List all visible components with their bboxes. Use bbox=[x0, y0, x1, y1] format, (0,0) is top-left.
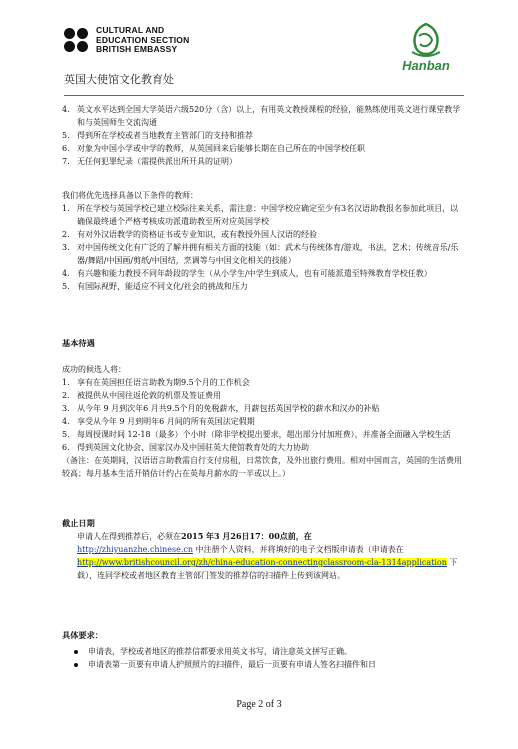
list-item: 2. 有对外汉语教学的资格证书或专业知识，或有教授外国人汉语的经验 bbox=[62, 230, 317, 239]
benefits-note: （备注：在英期间，汉语语言助教需自行支付房租，日常饮食，及外出旅行费用。相对中国而言，英国的生活费用较高；每月基本生活开销估计约占在英每月薪水的一半或以上。） bbox=[62, 456, 462, 478]
list-item: 2. 被提供从中国往返伦敦的机票及签证费用 bbox=[62, 391, 221, 400]
list-item: 3. 对中国传统文化有广泛的了解并拥有相关方面的技能（如：武术与传统体育/游戏，书法，艺术；传统音乐/乐器/舞蹈/中国画/剪纸/中国结，烹调等与中国文化相关的技能） bbox=[62, 243, 459, 265]
registration-link[interactable]: http://zhiyuanzhe.chinese.cn bbox=[77, 545, 194, 554]
british-council-logo bbox=[64, 26, 224, 68]
hanban-wordmark: Hanban bbox=[402, 58, 450, 73]
eligibility-list bbox=[62, 103, 464, 168]
deadline-paragraph: 申请人在得到推荐后，必须在2015 年3 月26日17：00点前，在 http://zhiyuanzhe.chinese.cn 中注册个人资料，并将填好的电子文档版申请表（申请表在 http://www.britishcouncil.org/zh/china-education-connectingclassroom-cla-1314application 下载），连同学校或者地区教育主管部门签发的推荐信的扫描件上传到该网站。 bbox=[77, 531, 458, 580]
list-item: 申请表，学校或者地区的推荐信都要求用英文书写，请注意英文拼写正确。 bbox=[62, 645, 464, 658]
list-item: 1. 所在学校与英国学校已建立校际往来关系，需注意：中国学校应确定至少有3名汉语助教报名参加此项目，以确保最终通个严格考核成功派遣助教至所对应英国学校 bbox=[62, 204, 459, 226]
bullet-icon bbox=[74, 663, 78, 667]
deadline-section bbox=[62, 517, 464, 582]
list-item: 5. 每周授课时间 12-18（最多）个小时（除非学校提出要求，超出部分付加班费），并准备全面融入学校生活 bbox=[62, 430, 451, 439]
preference-intro: 我们将优先选择具备以下条件的教师： bbox=[62, 191, 198, 200]
section-heading: 具体要求： bbox=[62, 630, 103, 640]
header-divider bbox=[64, 95, 464, 96]
benefits-section bbox=[62, 337, 464, 480]
list-item: 6. 得到英国文化协会、国家汉办及中国驻英大使馆教育处的大力协助 bbox=[62, 443, 309, 452]
list-item: 3. 从今年 9 月到次年6 月共9.5个月的免税薪水，月薪包括英国学校的薪水和汉办的补贴 bbox=[62, 404, 380, 413]
list-item: 4. 英文水平达到全国大学英语六级520分（含）以上，有用英文教授课程的经验，能熟练使用英文进行课堂教学和与英国师生交流沟通 bbox=[62, 105, 461, 127]
list-item: 6. 对象为中国小学或中学的教师，从英国回来后能够长期在自己所在的中国学校任职 bbox=[62, 144, 365, 153]
requirements-section bbox=[62, 629, 464, 671]
preference-section bbox=[62, 189, 464, 293]
page-number: Page 2 of 3 bbox=[236, 699, 282, 710]
four-dots-icon bbox=[64, 28, 90, 54]
list-item: 4. 享受从今年 9 月到明年6 月间的所有英国法定假期 bbox=[62, 417, 255, 426]
list-item: 7. 无任何犯罪纪录（需提供派出所开具的证明） bbox=[62, 157, 237, 166]
hanban-logo bbox=[386, 22, 466, 74]
deadline-date: 2015 年3 月26日17：00点前，在 bbox=[181, 531, 312, 541]
list-item: 1. 享有在英国担任语言助教为期9.5个月的工作机会 bbox=[62, 378, 250, 387]
hanban-emblem-icon bbox=[386, 22, 466, 60]
application-form-link[interactable]: http://www.britishcouncil.org/zh/china-education-connectingclassroom-cla-1314application bbox=[77, 558, 447, 567]
list-item: 5. 有国际视野，能适应不同文化/社会的挑战和压力 bbox=[62, 282, 248, 291]
list-item: 5. 得到所在学校或者当地教育主管部门的支持和推荐 bbox=[62, 131, 253, 140]
org-english-name: CULTURAL AND EDUCATION SECTION BRITISH EMBASSY bbox=[96, 25, 190, 54]
benefits-intro: 成功的候选人将： bbox=[62, 365, 126, 374]
org-chinese-name: 英国大使馆文化教育处 bbox=[64, 73, 174, 86]
section-heading: 基本待遇 bbox=[62, 338, 95, 348]
section-heading: 截止日期 bbox=[62, 518, 95, 528]
list-item: 申请表第一页要有申请人护照照片的扫描件，最后一页要有申请人签名扫描件和日 bbox=[62, 658, 464, 671]
list-item: 4. 有兴趣和能力教授不同年龄段的学生（从小学生/中学生到成人，也有可能派遣至特殊教育学校任教） bbox=[62, 269, 432, 278]
bullet-icon bbox=[74, 650, 78, 654]
